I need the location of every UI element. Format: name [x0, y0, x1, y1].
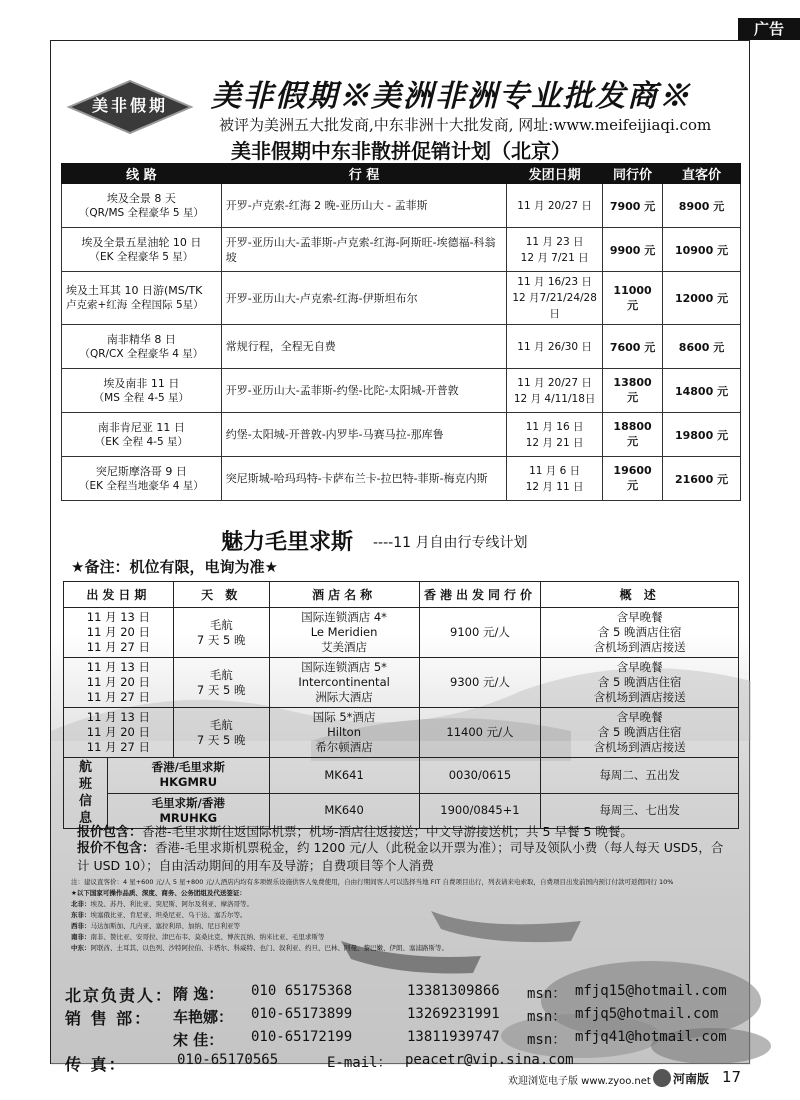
direct-price-cell: 21600 元 [663, 457, 741, 501]
route-class: （QR/MS 全程豪华 5 星） [78, 206, 204, 219]
plan-title: 美非假期中东非散拼促销计划（北京） [231, 139, 571, 163]
table-row [62, 457, 741, 501]
route-class: （EK 全程 4-5 星） [94, 435, 188, 448]
price-includes [77, 821, 633, 840]
route-class: （MS 全程 4-5 星） [93, 391, 190, 404]
peer-price-cell: 18800 元 [603, 413, 663, 457]
route-cell [62, 457, 222, 501]
route-class: （QR/CX 全程豪华 4 星） [79, 347, 204, 360]
dates-cell: 11 月 6 日 12 月 11 日 [507, 457, 603, 501]
peer-price-cell: 7900 元 [603, 184, 663, 228]
peer-price-cell: 9900 元 [603, 228, 663, 272]
package-price: 11400 元/人 [419, 708, 541, 758]
dates-cell: 11 月 23 日 12 月 7/21 日 [507, 228, 603, 272]
tour-table [61, 163, 741, 501]
mauritius-table-header [64, 582, 739, 608]
msn-label: msn： [527, 1009, 567, 1025]
price-includes-label: 报价包含： [77, 825, 143, 840]
contact-phone: 010-65173899 [251, 1006, 353, 1022]
flight-number: MK641 [269, 758, 419, 794]
peer-price-cell: 11000 元 [603, 272, 663, 325]
beijing-manager-label: 北京负责人： [65, 986, 174, 1005]
contact-name: 隋 逸： [173, 985, 224, 1003]
advertisement-frame [50, 40, 750, 1074]
col-days: 天 数 [173, 582, 269, 608]
flight-route: 毛里求斯/香港 MRUHKG [107, 793, 269, 829]
region-name: 西非： [71, 922, 91, 930]
route-cell [62, 272, 222, 325]
dates-cell: 11 月 16 日 12 月 21 日 [507, 413, 603, 457]
itinerary-cell: 开罗-亚历山大-孟菲斯-约堡-比陀-太阳城-开普敦 [221, 369, 506, 413]
fax-number: 010-65170565 [177, 1052, 279, 1068]
contact-name: 宋 佳： [173, 1031, 224, 1049]
route-class: （EK 全程当地豪华 4 星） [79, 479, 204, 492]
sales-dept-label: 销 售 部： [65, 1009, 153, 1028]
edition-badge-icon [653, 1069, 671, 1087]
route-name: 南非肯尼亚 11 日 [97, 420, 185, 434]
route-cell [62, 413, 222, 457]
region-name: 中东： [71, 944, 91, 952]
table-row [62, 184, 741, 228]
brand-title: 美非假期※美洲非洲专业批发商※ [211, 79, 691, 114]
region-name: 东非： [71, 911, 91, 919]
logo-text: 美非假期 [91, 96, 168, 115]
itinerary-cell: 常规行程，全程无自费 [221, 325, 506, 369]
mauritius-subtitle: ----11 月自由行专线计划 [373, 535, 528, 551]
package-summary: 含早晚餐 含 5 晚酒店住宿 含机场到酒店接送 [541, 608, 739, 658]
package-row [64, 608, 739, 658]
col-hotel: 酒店名称 [269, 582, 419, 608]
package-dates: 11 月 13 日 11 月 20 日 11 月 27 日 [64, 608, 174, 658]
col-dates: 发团日期 [507, 164, 603, 184]
region-line [71, 932, 741, 943]
col-direct-price: 直客价 [663, 164, 741, 184]
mauritius-title: 魅力毛里求斯 [221, 530, 354, 555]
region-list: 阿联酋、土耳其、以色列、沙特阿拉伯、卡塔尔、科威特、也门、叙利亚、约旦、巴林、阿曼、黎巴嫩、伊朗、塞浦路斯等。 [90, 944, 448, 952]
itinerary-cell: 约堡-太阳城-开普敦-内罗毕-马赛马拉-那库鲁 [221, 413, 506, 457]
route-name: 南非精华 8 日 [106, 332, 176, 346]
availability-note: ★备注：机位有限，电询为准★ [71, 558, 278, 576]
email-address: peacetr@vip.sina.com [405, 1052, 574, 1068]
fine-print-line: ★以下国家可操作品质、深度、商务、公务团组及代送签证： [71, 889, 246, 897]
email-label: E-mail： [327, 1055, 392, 1071]
route-cell [62, 228, 222, 272]
flight-number: MK640 [269, 793, 419, 829]
tour-table-header [62, 164, 741, 184]
flight-info-label: 航 班 信 息 [64, 758, 108, 829]
region-list: 马达加斯加、几内亚、塞拉利昂、加纳、尼日利亚等 [90, 922, 240, 930]
region-line [71, 899, 741, 910]
col-summary: 概 述 [541, 582, 739, 608]
region-name: 北非： [71, 900, 91, 908]
ad-tag: 广告 [738, 18, 800, 40]
itinerary-cell: 开罗-亚历山大-孟菲斯-卢克索-红海-阿斯旺-埃德福-科翁坡 [221, 228, 506, 272]
contact-mobile: 13811939747 [407, 1029, 500, 1045]
route-name: 突尼斯摩洛哥 9 日 [95, 464, 187, 478]
direct-price-cell: 8600 元 [663, 325, 741, 369]
col-itinerary: 行 程 [221, 164, 506, 184]
fine-print [71, 877, 741, 954]
footer-edition: 河南版 [673, 1072, 710, 1086]
col-departure: 出发日期 [64, 582, 174, 608]
route-cell [62, 325, 222, 369]
flight-time: 1900/0845+1 [419, 793, 541, 829]
contact-msn: mfjq5@hotmail.com [575, 1006, 719, 1022]
itinerary-cell: 开罗-亚历山大-卢克索-红海-伊斯坦布尔 [221, 272, 506, 325]
msn-label: msn： [527, 986, 567, 1002]
col-hk-price: 香港出发同行价 [419, 582, 541, 608]
contact-msn: mfjq15@hotmail.com [575, 983, 727, 999]
table-row [62, 325, 741, 369]
route-name: 埃及南非 11 日 [103, 376, 180, 390]
flight-time: 0030/0615 [419, 758, 541, 794]
dates-cell: 11 月 16/23 日 12 月7/21/24/28日 [507, 272, 603, 325]
region-list: 埃及、苏丹、利比亚、突尼斯、阿尔及利亚、摩洛哥等。 [90, 900, 253, 908]
contact-name: 车艳娜： [173, 1008, 234, 1026]
package-summary: 含早晚餐 含 5 晚酒店住宿 含机场到酒店接送 [541, 708, 739, 758]
itinerary-cell: 突尼斯城-哈玛玛特-卡萨布兰卡-拉巴特-菲斯-梅克内斯 [221, 457, 506, 501]
table-row [62, 369, 741, 413]
package-hotel: 国际连锁酒店 5* Intercontinental 洲际大酒店 [269, 658, 419, 708]
fine-print-line: 注：建议直客价：4 星+600 元/人 5 星+800 元/人酒店内均有多项娱乐设施供客人免费使用，自由行期间客人可以选择当地 FIT 自费项目出行，列表请来电索取，自费项目出发前国内预订付款可返佣同行 10% [71, 878, 674, 886]
mauritius-table [63, 581, 739, 829]
table-row [62, 228, 741, 272]
price-excludes-text: 香港-毛里求斯机票税金，约 1200 元/人（此税金以开票为准）；司导及领队小费（每人每天 USD5，合计 USD 10）；自由活动期间的用车及导游；自费项目等个人消费 [77, 840, 724, 873]
dates-cell: 11 月 20/27 日 12 月 4/11/18日 [507, 369, 603, 413]
region-line [71, 921, 741, 932]
page-number: 17 [722, 1068, 742, 1086]
flight-row [64, 758, 739, 794]
contact-msn: mfjq41@hotmail.com [575, 1029, 727, 1045]
peer-price-cell: 13800 元 [603, 369, 663, 413]
package-days: 毛航 7 天 5 晚 [173, 608, 269, 658]
footer-welcome: 欢迎浏览电子版 www.zyoo.net [508, 1076, 651, 1087]
flight-days: 每周三、七出发 [541, 793, 739, 829]
package-days: 毛航 7 天 5 晚 [173, 658, 269, 708]
peer-price-cell: 19600 元 [603, 457, 663, 501]
dates-cell: 11 月 20/27 日 [507, 184, 603, 228]
route-cell [62, 369, 222, 413]
price-excludes [77, 839, 727, 874]
route-name: 埃及全景 8 天 [106, 191, 176, 205]
region-list: 南非、赞比亚、安哥拉、津巴布韦、莫桑比克、博茨瓦纳、纳米比亚、毛里求斯等 [90, 933, 325, 941]
direct-price-cell: 10900 元 [663, 228, 741, 272]
col-route: 线 路 [62, 164, 222, 184]
tagline: 被评为美洲五大批发商,中东非洲十大批发商, 网址:www.meifeijiaqi.com [219, 116, 712, 134]
route-class: 卢克索+红海 全程国际 5星） [66, 299, 204, 311]
msn-label: msn： [527, 1032, 567, 1048]
package-summary: 含早晚餐 含 5 晚酒店住宿 含机场到酒店接送 [541, 658, 739, 708]
page-footer [0, 1068, 800, 1092]
package-hotel: 国际连锁酒店 4* Le Meridien 艾美酒店 [269, 608, 419, 658]
table-row [62, 272, 741, 325]
package-hotel: 国际 5*酒店 Hilton 希尔顿酒店 [269, 708, 419, 758]
package-row [64, 658, 739, 708]
direct-price-cell: 14800 元 [663, 369, 741, 413]
route-name: 埃及土耳其 10 日游(MS/TK [66, 284, 203, 297]
route-name: 埃及全景五星油轮 10 日 [81, 235, 202, 249]
flight-route: 香港/毛里求斯 HKGMRU [107, 758, 269, 794]
table-row [62, 413, 741, 457]
package-price: 9100 元/人 [419, 608, 541, 658]
direct-price-cell: 19800 元 [663, 413, 741, 457]
package-days: 毛航 7 天 5 晚 [173, 708, 269, 758]
route-class: （EK 全程豪华 5 星） [89, 250, 194, 263]
direct-price-cell: 12000 元 [663, 272, 741, 325]
contact-mobile: 13381309866 [407, 983, 500, 999]
package-row [64, 708, 739, 758]
region-list: 埃塞俄比亚、肯尼亚、坦桑尼亚、乌干达、塞舌尔等。 [90, 911, 247, 919]
region-line [71, 943, 741, 954]
region-line [71, 910, 741, 921]
region-name: 南非： [71, 933, 91, 941]
dates-cell: 11 月 26/30 日 [507, 325, 603, 369]
flight-days: 每周二、五出发 [541, 758, 739, 794]
price-excludes-label: 报价不包含： [77, 841, 156, 856]
package-dates: 11 月 13 日 11 月 20 日 11 月 27 日 [64, 708, 174, 758]
contact-phone: 010 65175368 [251, 983, 353, 999]
col-peer-price: 同行价 [603, 164, 663, 184]
route-cell [62, 184, 222, 228]
price-includes-text: 香港-毛里求斯往返国际机票；机场-酒店往返接送；中文导游接送机；共 5 早餐 5 晚餐。 [142, 824, 633, 839]
contact-phone: 010-65172199 [251, 1029, 353, 1045]
peer-price-cell: 7600 元 [603, 325, 663, 369]
package-dates: 11 月 13 日 11 月 20 日 11 月 27 日 [64, 658, 174, 708]
direct-price-cell: 8900 元 [663, 184, 741, 228]
package-price: 9300 元/人 [419, 658, 541, 708]
fax-label: 传 真： [65, 1055, 127, 1074]
itinerary-cell: 开罗-卢克索-红海 2 晚-亚历山大 - 孟菲斯 [221, 184, 506, 228]
contact-mobile: 13269231991 [407, 1006, 500, 1022]
